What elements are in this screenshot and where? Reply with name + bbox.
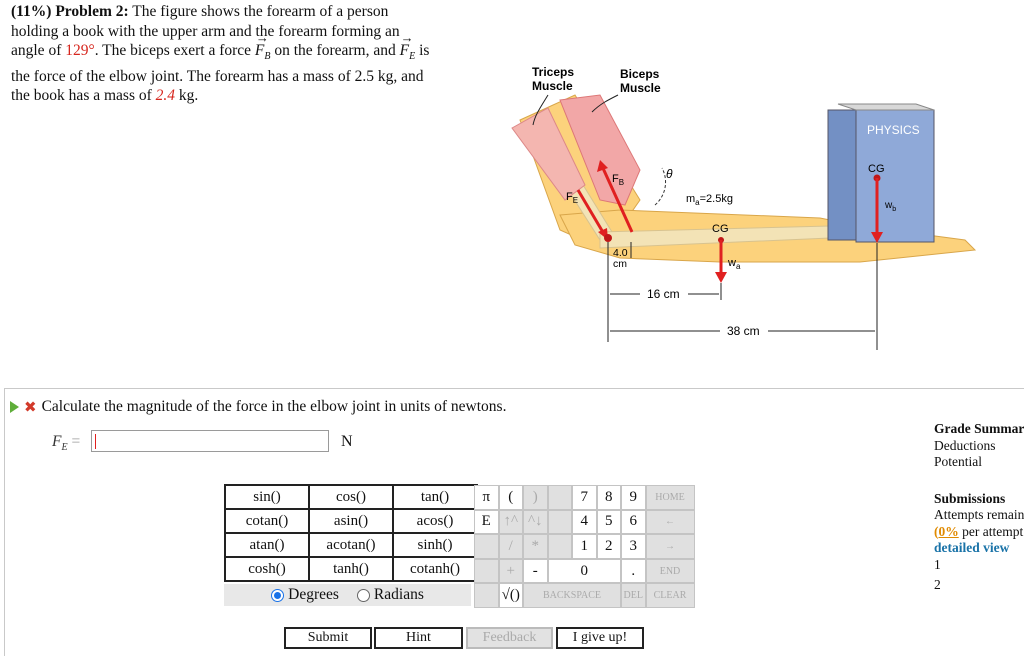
problem-heading: (11%) Problem 2: (11, 3, 129, 20)
answer-label: $F_E$ = (52, 433, 81, 454)
home-key[interactable]: HOME (646, 485, 695, 510)
cotanh-button[interactable]: cotanh() (393, 557, 477, 581)
dim-4cm-unit: cm (613, 258, 627, 270)
multiply-key[interactable]: * (523, 534, 548, 559)
cotan-button[interactable]: cotan() (225, 509, 309, 533)
book-cg-label: CG (868, 163, 885, 175)
hint-button[interactable]: Hint (374, 627, 463, 649)
grade-summary (934, 421, 1024, 594)
key-8[interactable]: 8 (597, 485, 622, 510)
e-key[interactable]: E (474, 510, 499, 535)
key-4[interactable]: 4 (572, 510, 597, 535)
problem-text-3: on the forearm, and (274, 42, 396, 59)
forearm-mass: 2.5 (354, 67, 374, 85)
asin-button[interactable]: asin() (309, 509, 393, 533)
per-attempt: (0% per attempt (934, 523, 1024, 539)
numeric-keypad (474, 485, 695, 608)
forearm-mass-label: $m_a=2.5kg$ (686, 193, 733, 207)
function-keypad (224, 484, 478, 582)
tanh-button[interactable]: tanh() (309, 557, 393, 581)
section-divider-left (4, 388, 5, 656)
elbow-pivot (604, 234, 612, 242)
angle-mode (224, 584, 471, 606)
dot-key[interactable]: . (621, 559, 646, 584)
book-mass: 2.4 (155, 87, 176, 105)
submit-button[interactable]: Submit (284, 627, 372, 649)
theta-label: θ (666, 167, 673, 181)
triceps-label-2: Muscle (532, 79, 573, 93)
pad-spacer (548, 534, 573, 559)
minus-key[interactable]: - (523, 559, 548, 584)
left-arrow-key[interactable]: ← (646, 510, 695, 535)
answer-input[interactable] (91, 430, 329, 452)
plus-key[interactable]: + (499, 559, 524, 584)
question-text: Calculate the magnitude of the force in the elbow joint in units of newtons. (41, 398, 507, 415)
dim-38cm: 38 cm (727, 324, 760, 338)
wb-label: $w_b$ (885, 200, 897, 213)
angle-arc (655, 168, 666, 205)
forearm-cg-label: CG (712, 223, 729, 235)
feedback-button[interactable]: Feedback (466, 627, 553, 649)
rparen-key[interactable]: ) (523, 485, 548, 510)
sin-button[interactable]: sin() (225, 485, 309, 509)
potential-label: Potential (934, 454, 982, 469)
biceps-label: Biceps (620, 67, 660, 81)
key-0[interactable]: 0 (548, 559, 622, 584)
problem-text-2: . The biceps exert a force (94, 42, 252, 59)
cos-button[interactable]: cos() (309, 485, 393, 509)
clear-key[interactable]: CLEAR (646, 583, 695, 608)
key-9[interactable]: 9 (621, 485, 646, 510)
radians-label: Radians (373, 586, 424, 603)
dim-4cm-value: 4.0 (613, 247, 628, 259)
pad-spacer (474, 583, 499, 608)
attempts-label: Attempts remain (934, 507, 1024, 522)
lparen-key[interactable]: ( (499, 485, 524, 510)
acotan-button[interactable]: acotan() (309, 533, 393, 557)
submission-2: 2 (934, 577, 941, 592)
deductions-label: Deductions (934, 437, 996, 453)
problem-text-5: kg, and the book has a mass of (11, 67, 424, 105)
pad-spacer (548, 510, 573, 535)
book-title: PHYSICS (867, 123, 920, 137)
key-1[interactable]: 1 (572, 534, 597, 559)
problem-text-4: is the force of the elbow joint. The forearm has a mass of (11, 42, 430, 85)
wa-label: $w_a$ (728, 257, 741, 271)
pi-key[interactable]: π (474, 485, 499, 510)
down-key[interactable]: ^↓ (523, 510, 548, 535)
divide-key[interactable]: / (499, 534, 524, 559)
pad-spacer (474, 534, 499, 559)
vector-fb: → $F_B$ (255, 41, 271, 67)
angle-value: 129° (65, 42, 95, 59)
fb-label: $F_B$ (612, 173, 625, 187)
book-top (838, 104, 934, 110)
key-3[interactable]: 3 (621, 534, 646, 559)
pad-spacer (548, 485, 573, 510)
detailed-view-link[interactable]: detailed view (934, 540, 1010, 555)
give-up-button[interactable]: I give up! (556, 627, 644, 649)
dim-16cm: 16 cm (647, 287, 680, 301)
section-divider (4, 388, 1024, 389)
triceps-label: Triceps (532, 65, 575, 79)
atan-button[interactable]: atan() (225, 533, 309, 557)
sqrt-key[interactable]: √() (499, 583, 524, 608)
biceps-label-2: Muscle (620, 81, 661, 95)
key-7[interactable]: 7 (572, 485, 597, 510)
text-cursor (95, 434, 96, 449)
up-key[interactable]: ↑^ (499, 510, 524, 535)
submission-1: 1 (934, 556, 941, 572)
vector-fe: → $F_E$ (400, 41, 416, 67)
key-6[interactable]: 6 (621, 510, 646, 535)
tan-button[interactable]: tan() (393, 485, 477, 509)
wa-arrowhead (715, 272, 727, 283)
acos-button[interactable]: acos() (393, 509, 477, 533)
sinh-button[interactable]: sinh() (393, 533, 477, 557)
question-row (10, 398, 506, 416)
cosh-button[interactable]: cosh() (225, 557, 309, 581)
degrees-label: Degrees (288, 586, 339, 603)
fe-label: $F_E$ (566, 191, 579, 205)
del-key[interactable]: DEL (621, 583, 646, 608)
problem-text-1: The figure shows the forearm of a person holding a book with the upper arm and the forearm forming an angle of (11, 3, 400, 59)
problem-statement (11, 2, 431, 106)
play-icon[interactable] (10, 401, 19, 413)
grade-summary-title: Grade Summar (934, 421, 1024, 436)
key-5[interactable]: 5 (597, 510, 622, 535)
forearm-figure (500, 58, 1000, 358)
incorrect-icon: ✖ (24, 398, 37, 416)
right-arrow-key[interactable]: → (646, 534, 695, 559)
problem-text-6: kg. (178, 87, 199, 105)
end-key[interactable]: END (646, 559, 695, 584)
book-spine (828, 110, 858, 240)
radians-radio[interactable] (357, 589, 370, 602)
submissions-title: Submissions (934, 490, 1006, 506)
pad-spacer (474, 559, 499, 584)
degrees-radio[interactable] (271, 589, 284, 602)
key-2[interactable]: 2 (597, 534, 622, 559)
backspace-key[interactable]: BACKSPACE (523, 583, 621, 608)
answer-unit: N (341, 433, 353, 450)
